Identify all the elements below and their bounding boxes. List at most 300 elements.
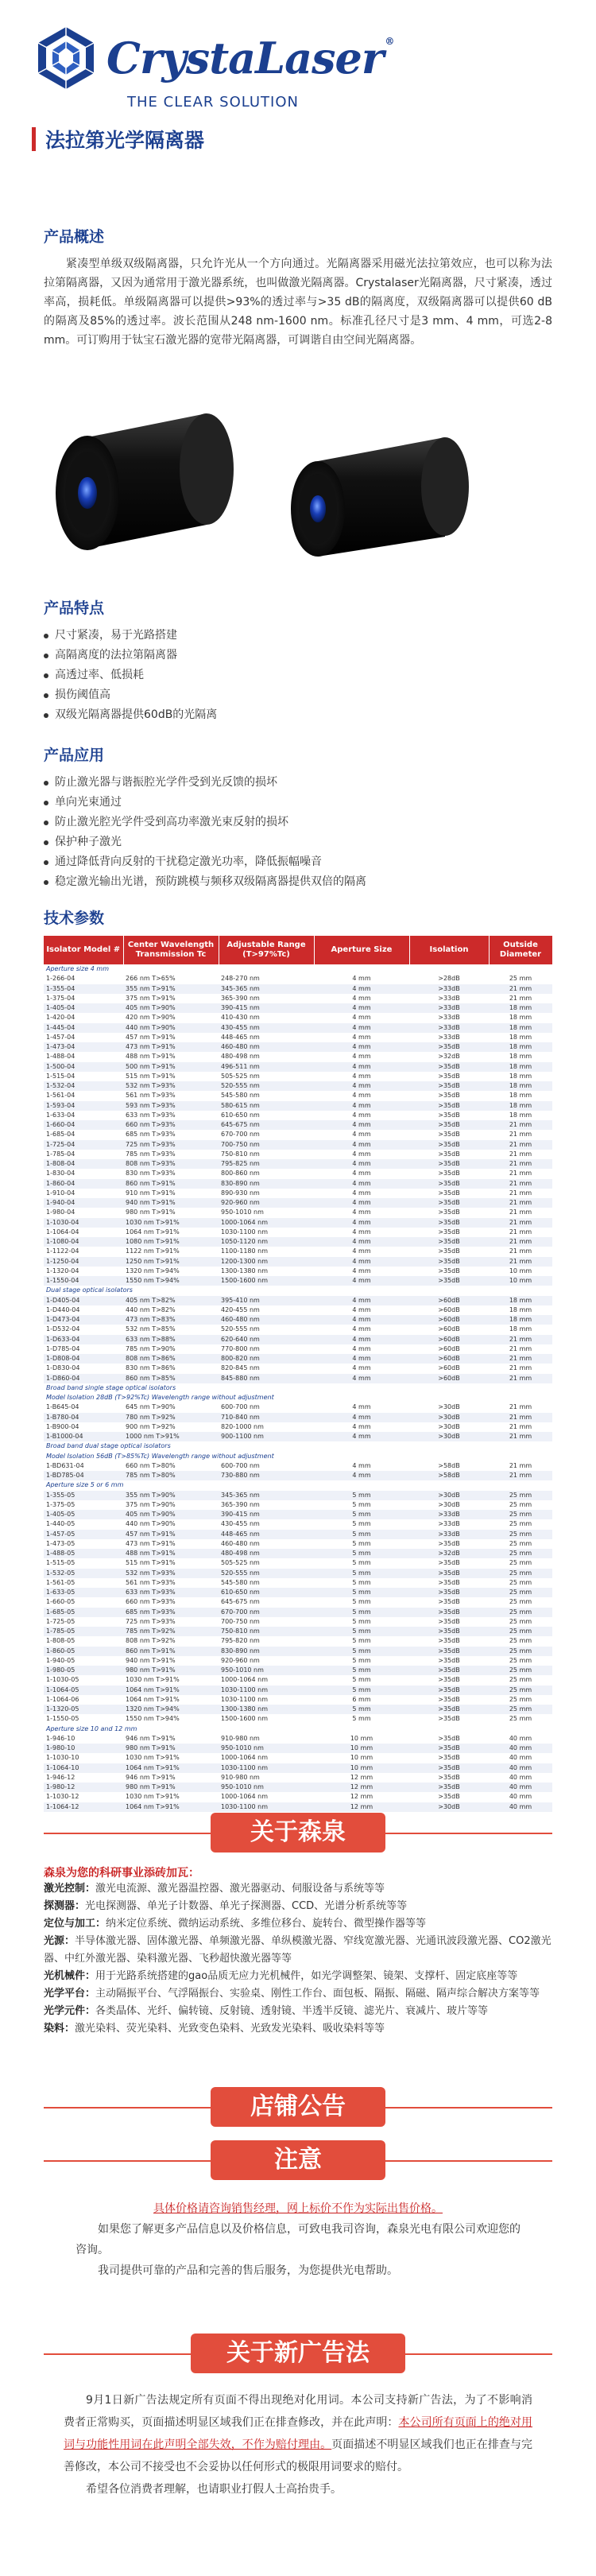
table-cell: 1-457-05 [44,1530,123,1539]
table-cell: 21 mm [489,1354,552,1364]
table-row [44,1753,552,1763]
table-cell: 18 mm [509,1111,532,1119]
price-warning: 具体价格请咨询销售经理，网上标价不作为实际出售价格。 [153,2202,443,2215]
application-item: 单向光束通过 [44,793,552,813]
table-cell: >35dB [438,1267,460,1274]
table-cell: 1-808-04 [44,1159,123,1169]
table-cell: 1-593-04 [44,1101,123,1111]
table-cell: 910-980 nm [221,1773,260,1781]
table-cell: >35dB [438,1656,460,1664]
table-cell: 420 nm T>90% [126,1014,176,1022]
table-cell: 25 mm [489,1686,552,1695]
spec-header-cell: Isolator Model # [44,936,123,964]
table-cell: >35dB [438,1578,460,1586]
table-cell: 25 mm [489,1491,552,1500]
table-cell: 1030 nm T>91% [126,1676,180,1684]
specs-section [0,906,596,1812]
table-cell: 4 mm [352,1150,371,1158]
table-cell: 21 mm [509,1422,532,1430]
table-cell: 365-390 nm [221,1500,260,1508]
table-cell: 25 mm [509,1676,532,1684]
applications-list [44,773,552,892]
table-cell: 12 mm [350,1793,373,1801]
about-line-text: 用于光路系统搭建的gao品质无应力光机械件，如光学调整架、镜架、支撑杆、固定底座等等 [95,1970,518,1982]
table-cell: 940 nm T>91% [126,1656,176,1664]
table-cell: >35dB [409,1257,489,1267]
table-row [44,1578,552,1588]
table-cell: 21 mm [509,1170,532,1177]
table-cell: 980 nm T>91% [126,1208,176,1216]
table-cell: >35dB [409,1198,489,1208]
table-cell: 12 mm [350,1773,373,1781]
table-cell: 21 mm [489,1335,552,1344]
table-cell: 18 mm [489,1296,552,1305]
table-cell: 430-455 nm [219,1023,314,1033]
table-cell: 830-890 nm [219,1647,314,1656]
table-cell: 785 nm T>80% [123,1471,219,1480]
table-cell: 1100-1180 nm [221,1247,269,1255]
applications-title: 产品应用 [44,747,105,764]
table-cell: 355 nm T>90% [123,1491,219,1500]
table-cell: 1-1064-06 [46,1695,79,1703]
table-cell: 830 nm T>93% [126,1170,176,1177]
table-row [44,1081,552,1091]
table-cell: >30dB [409,1432,489,1441]
table-cell: 1-BD631-04 [46,1461,84,1469]
table-cell: >35dB [409,1763,489,1773]
table-cell: 1000-1064 nm [219,1218,314,1228]
table-cell: 1-D440-04 [46,1305,80,1313]
table-row [44,1218,552,1228]
table-cell: >35dB [409,1140,489,1150]
table-cell: >35dB [409,1062,489,1072]
table-cell: 1122 nm T>91% [126,1247,180,1255]
table-cell: 21 mm [489,1374,552,1383]
table-cell: 4 mm [314,1257,409,1267]
about-line-label: 定位与加工： [44,1918,106,1930]
table-cell: 4 mm [314,1042,409,1052]
table-cell: 545-580 nm [221,1578,260,1586]
table-cell: 1-D830-04 [46,1364,80,1372]
table-cell: 40 mm [489,1744,552,1753]
table-cell: 5 mm [314,1686,409,1695]
about-line-label: 光学平台： [44,1988,96,2000]
about-line-text: 激光电流源、激光器温控器、激光器驱动、伺服设备与系统等等 [95,1883,385,1895]
table-cell: 21 mm [509,994,532,1002]
table-cell: 21 mm [489,1471,552,1480]
about-banner-label: 关于森泉 [211,1813,385,1852]
table-cell: >35dB [438,1559,460,1567]
product-images [0,390,596,580]
table-row [44,1647,552,1656]
table-cell: 405 nm T>82% [123,1296,219,1305]
table-cell: 21 mm [489,1218,552,1228]
about-line [44,2003,552,2020]
features-title: 产品特点 [44,599,105,617]
table-cell: 21 mm [509,1208,532,1216]
table-cell: 18 mm [509,1092,532,1100]
table-row [44,1422,552,1432]
table-cell: 4 mm [352,1131,371,1139]
table-cell: 600-700 nm [221,1461,260,1469]
table-row [44,1023,552,1033]
table-cell: 6 mm [352,1695,371,1703]
table-cell: 21 mm [509,1403,532,1411]
table-cell: 4 mm [314,1374,409,1383]
table-cell: 21 mm [489,1120,552,1130]
table-group-label: Aperture size 4 mm [44,964,552,974]
table-cell: >33dB [438,1014,460,1022]
overview-section [0,225,596,350]
table-cell: 5 mm [314,1647,409,1656]
table-cell: >58dB [438,1461,460,1469]
table-cell: 633 nm T>93% [126,1111,176,1119]
table-cell: >35dB [438,1539,460,1547]
table-cell: 18 mm [509,1072,532,1080]
table-cell: 1-473-04 [44,1042,123,1052]
table-cell: >35dB [438,1793,460,1801]
table-cell: 520-555 nm [219,1569,314,1578]
table-cell: 830 nm T>86% [126,1364,176,1372]
table-cell: 4 mm [352,975,371,983]
table-cell: 21 mm [509,1189,532,1197]
table-cell: 390-415 nm [219,1510,314,1519]
table-cell: 5 mm [352,1676,371,1684]
table-cell: 500 nm T>91% [123,1062,219,1072]
features-section [0,596,596,725]
table-cell: 561 nm T>93% [126,1578,176,1586]
table-cell: 1064 nm T>91% [123,1802,219,1812]
table-cell: 1-1030-05 [46,1676,79,1684]
table-cell: 1-473-05 [46,1539,75,1547]
brand-logo[interactable] [32,24,564,92]
table-row [44,1763,552,1773]
table-cell: 5 mm [314,1549,409,1558]
about-line-label: 激光控制： [44,1883,96,1895]
attention-banner [0,2140,596,2180]
table-cell: 808 nm T>93% [123,1159,219,1169]
feature-item: 双级光隔离器提供60dB的光隔离 [44,705,552,725]
about-line-text: 光电探测器、单光子计数器、单光子探测器、CCD、光谱分析系统等等 [85,1900,408,1912]
table-cell: 4 mm [352,1014,371,1022]
table-cell: 365-390 nm [221,994,260,1002]
table-cell: 375 nm T>90% [126,1500,176,1508]
table-cell: 21 mm [509,1461,532,1469]
table-cell: 18 mm [509,1305,532,1313]
table-cell: 900-1100 nm [219,1432,314,1441]
table-group-label: Broad band dual stage optical isolators [44,1441,552,1451]
table-cell: 1030-1100 nm [219,1686,314,1695]
table-cell: 4 mm [314,1120,409,1130]
spec-header-cell: Adjustable Range (T>97%Tc) [219,936,314,964]
table-cell: 860 nm T>91% [123,1647,219,1656]
table-cell: >35dB [409,1588,489,1597]
table-cell: 610-650 nm [221,1111,260,1119]
table-cell: 710-840 nm [219,1413,314,1422]
table-cell: >35dB [409,1686,489,1695]
table-cell: 1-1320-04 [46,1267,79,1274]
table-cell: >35dB [409,1705,489,1714]
table-cell: 520-555 nm [221,1325,260,1333]
table-cell: 4 mm [314,1159,409,1169]
table-row [44,1042,552,1052]
about-line [44,1915,552,1933]
table-cell: 980 nm T>91% [123,1666,219,1675]
table-cell: 21 mm [509,1131,532,1139]
table-cell: 355 nm T>91% [123,984,219,994]
table-cell: 266 nm T>65% [126,975,176,983]
table-cell: 1-808-05 [46,1637,75,1645]
table-cell: 610-650 nm [219,1588,314,1597]
table-cell: 5 mm [314,1569,409,1578]
table-cell: 950-1010 nm [219,1744,314,1753]
crystal-logo-icon [32,24,100,92]
table-cell: >35dB [438,1247,460,1255]
table-cell: 5 mm [314,1627,409,1636]
table-cell: >33dB [409,984,489,994]
table-cell: >30dB [438,1500,460,1508]
table-row [44,1247,552,1256]
table-cell: 25 mm [509,1617,532,1625]
table-cell: 25 mm [509,1520,532,1528]
table-cell: 40 mm [489,1763,552,1773]
table-cell: 1000-1064 nm [221,1754,269,1762]
table-cell: 1500-1600 nm [221,1715,269,1723]
about-line-label: 染料： [44,2023,75,2035]
table-cell: 1-D785-04 [46,1344,80,1352]
table-row [44,1052,552,1061]
table-cell: 505-525 nm [221,1559,260,1567]
table-cell: 505-525 nm [221,1072,260,1080]
ad-law-text-2: 页面描述不明显区域我们也正在排查与完善修改，本公司不接受也不会妥协以任何形式的极限用词要求的赔付。 [64,2438,533,2473]
table-cell: 1-355-04 [44,984,123,994]
about-line-label: 光机械件： [44,1970,96,1982]
table-cell: >58dB [409,1471,489,1480]
table-row [44,1597,552,1607]
table-cell: 1-685-04 [46,1131,75,1139]
table-row [44,1120,552,1130]
table-cell: >35dB [438,1170,460,1177]
table-row [44,1549,552,1558]
table-cell: 685 nm T>93% [123,1608,219,1617]
table-group-label: Dual stage optical isolators [44,1286,552,1295]
table-cell: 4 mm [352,1364,371,1372]
table-cell: 515 nm T>91% [126,1559,176,1567]
table-cell: 21 mm [489,1198,552,1208]
table-cell: 4 mm [352,1247,371,1255]
table-cell: 660 nm T>93% [126,1598,176,1606]
table-cell: 1550 nm T>94% [123,1276,219,1286]
table-group-label: Model Isolation 28dB (T>92%Tc) Wavelength range without adjustment [44,1393,552,1402]
table-cell: 1-946-12 [46,1773,75,1781]
table-cell: 770-800 nm [221,1344,260,1352]
table-cell: >35dB [409,1627,489,1636]
table-row [44,1695,552,1705]
table-row [44,1189,552,1198]
table-cell: 950-1010 nm [219,1783,314,1792]
table-row [44,1296,552,1305]
table-cell: 40 mm [509,1773,532,1781]
about-line-label: 光学元件： [44,2005,96,2017]
table-cell: 1-266-04 [46,975,75,983]
table-cell: 430-455 nm [221,1520,260,1528]
table-row [44,1101,552,1111]
table-row [44,1461,552,1471]
application-item: 通过降低背向反射的干扰稳定激光功率，降低振幅噪音 [44,852,552,872]
table-cell: 1320 nm T>94% [126,1267,180,1274]
table-cell: 1-685-05 [44,1608,123,1617]
table-cell: 4 mm [352,1422,371,1430]
table-cell: >60dB [409,1315,489,1325]
table-cell: 25 mm [509,1695,532,1703]
page-title-bar [32,125,564,153]
table-cell: 1-500-04 [44,1062,123,1072]
table-row [44,1305,552,1315]
table-cell: 940 nm T>91% [123,1198,219,1208]
table-cell: 1-D532-04 [46,1325,80,1333]
table-cell: 5 mm [314,1588,409,1597]
table-cell: >60dB [409,1335,489,1344]
table-cell: 4 mm [314,1237,409,1247]
table-cell: 785 nm T>90% [126,1344,176,1352]
table-row [44,1208,552,1217]
table-cell: >32dB [409,1549,489,1558]
table-cell: 4 mm [314,1315,409,1325]
table-cell: 4 mm [314,1335,409,1344]
table-cell: 40 mm [489,1802,552,1812]
about-line [44,1933,552,1968]
about-line [44,2020,552,2038]
table-cell: 532 nm T>93% [123,1569,219,1578]
table-cell: 4 mm [352,1092,371,1100]
ad-law-section [0,2389,596,2500]
table-cell: 1-980-12 [44,1783,123,1792]
table-row [44,1569,552,1578]
table-cell: 25 mm [509,1500,532,1508]
page-title: 法拉第光学隔离器 [45,129,205,152]
table-cell: 946 nm T>91% [126,1734,176,1742]
table-cell: 25 mm [489,1588,552,1597]
about-line-text: 各类晶体、光纤、偏转镜、反射镜、透射镜、半透半反镜、滤光片、衰减片、玻片等等 [95,2005,489,2017]
table-cell: 4 mm [352,1053,371,1061]
table-cell: 980 nm T>91% [123,1744,219,1753]
table-cell: 1050-1120 nm [219,1237,314,1247]
table-cell: >35dB [409,1666,489,1675]
table-row [44,1169,552,1178]
table-row [44,1617,552,1627]
table-cell: >35dB [438,1189,460,1197]
table-cell: 820-1000 nm [221,1422,264,1430]
table-cell: >35dB [438,1111,460,1119]
table-cell: >35dB [409,1276,489,1286]
ad-law-banner [0,2334,596,2373]
table-row [44,1325,552,1334]
table-cell: 1-1080-04 [44,1237,123,1247]
table-cell: >35dB [409,1120,489,1130]
table-cell: >35dB [409,1179,489,1189]
table-cell: 21 mm [489,1140,552,1150]
table-cell: 750-810 nm [221,1150,260,1158]
table-group-row [44,964,552,974]
table-cell: 4 mm [314,1413,409,1422]
table-cell: 1-488-04 [46,1053,75,1061]
table-row [44,974,552,983]
feature-item: 损伤阈值高 [44,685,552,705]
table-cell: 10 mm [489,1276,552,1286]
table-cell: 4 mm [352,1208,371,1216]
table-cell: 1-1064-10 [44,1763,123,1773]
table-cell: 473 nm T>91% [123,1042,219,1052]
table-cell: 860 nm T>91% [123,1179,219,1189]
table-row [44,1413,552,1422]
application-item: 防止激光器与谐振腔光学件受到光反馈的损坏 [44,773,552,793]
table-cell: 1-515-04 [46,1072,75,1080]
table-cell: 1-BD785-04 [44,1471,123,1480]
table-cell: 1-1064-12 [44,1802,123,1812]
table-cell: 5 mm [314,1510,409,1519]
table-cell: 4 mm [314,1081,409,1091]
table-cell: 1-1030-12 [46,1793,79,1801]
table-cell: >33dB [409,1003,489,1013]
table-cell: 800-860 nm [221,1170,260,1177]
table-cell: 18 mm [489,1023,552,1033]
table-group-row [44,1393,552,1402]
table-cell: 375 nm T>91% [126,994,176,1002]
table-row [44,1402,552,1412]
table-cell: 4 mm [352,994,371,1002]
table-cell: 820-845 nm [221,1364,260,1372]
table-cell: 25 mm [509,1539,532,1547]
table-cell: 460-480 nm [219,1315,314,1325]
table-cell: 4 mm [352,1111,371,1119]
table-row [44,1130,552,1139]
table-cell: 345-365 nm [219,1491,314,1500]
table-cell: 1-1550-05 [46,1715,79,1723]
table-row [44,1686,552,1695]
table-cell: 1-980-10 [44,1744,123,1753]
table-cell: 4 mm [314,1179,409,1189]
table-cell: 18 mm [489,1062,552,1072]
table-cell: 21 mm [489,1179,552,1189]
table-cell: 1500-1600 nm [219,1276,314,1286]
spec-table [44,936,553,1812]
table-cell: 980 nm T>91% [123,1783,219,1792]
shop-notice-banner [0,2087,596,2127]
table-row [44,1003,552,1013]
table-cell: 405 nm T>90% [123,1510,219,1519]
table-cell: 5 mm [352,1539,371,1547]
applications-section [0,743,596,892]
table-cell: 5 mm [314,1705,409,1714]
table-cell: >35dB [438,1754,460,1762]
table-cell: 1-532-05 [44,1569,123,1578]
table-cell: 21 mm [509,1364,532,1372]
table-cell: 1-830-04 [46,1170,75,1177]
table-cell: 725 nm T>93% [123,1140,219,1150]
table-cell: >35dB [438,1676,460,1684]
table-cell: 1000 nm T>91% [123,1432,219,1441]
table-cell: >33dB [409,1530,489,1539]
table-cell: >60dB [409,1354,489,1364]
table-cell: 496-511 nm [219,1062,314,1072]
title-accent-bar [32,127,36,151]
table-cell: 950-1010 nm [219,1666,314,1675]
ad-law-closing: 希望各位消费者理解，也请职业打假人士高抬贵手。 [86,2483,342,2496]
table-cell: >33dB [438,1520,460,1528]
registered-mark: ® [385,36,394,47]
table-cell: >35dB [409,1159,489,1169]
table-cell: 10 mm [314,1763,409,1773]
